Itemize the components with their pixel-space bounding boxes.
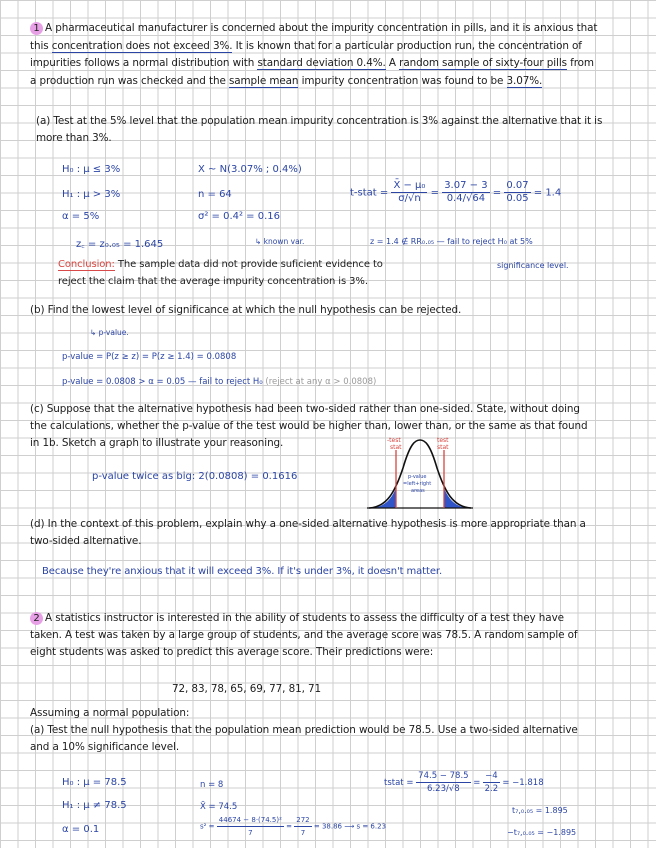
- q2a-s2-label: s² =: [200, 822, 215, 831]
- q2a-tstat-result: = −1.818: [502, 778, 544, 788]
- q2a-s2-frac2-num: 272: [294, 814, 311, 827]
- q2a-tstat-frac2: [483, 770, 500, 795]
- q1a-prompt-line2: more than 3%.: [36, 132, 112, 144]
- q2a-tstat-num: 74.5 − 78.5: [418, 771, 469, 781]
- q1-line3-c: from: [566, 57, 594, 69]
- q1a-red-num: 0.07: [506, 180, 529, 191]
- q1a-sub-num: 3.07 − 3: [444, 180, 488, 191]
- q1a-n: n = 64: [198, 189, 232, 200]
- q1c-mid-label-3: areas: [411, 488, 425, 494]
- q1a-alpha: α = 5%: [62, 211, 100, 222]
- q1a-dist: X ~ N(3.07% ; 0.4%): [198, 164, 302, 175]
- q1c-right-stat-label: test: [437, 437, 449, 444]
- q1a-conclusion-line2: reject the claim that the average impurity concentration is 3%.: [58, 276, 368, 287]
- q1-number-badge: 1: [30, 22, 43, 35]
- q1a-sub-den: 0.4/√64: [446, 193, 486, 204]
- q1a-h1: H₁ : μ > 3%: [62, 189, 121, 200]
- q1a-tstat-result: = 1.4: [533, 187, 562, 199]
- q2a-tstat-frac: [416, 770, 470, 795]
- q2-data: 72, 83, 78, 65, 69, 77, 81, 71: [172, 683, 322, 695]
- q1a-tstat-sub: [442, 180, 489, 205]
- q1a-prompt-line1: (a) Test at the 5% level that the population mean impurity concentration is 3% against the alternative that it is: [36, 115, 603, 127]
- q1-line4: [30, 73, 542, 91]
- q1b-pvalue-compare-text: p-value = 0.0808 > α = 0.05 — fail to reject H₀: [62, 377, 263, 387]
- q1-line1: [30, 20, 597, 38]
- q2a-s2-frac: [217, 814, 284, 839]
- q1c-left-stat-label: -test: [387, 437, 401, 444]
- q2a-tstat-num2: −4: [485, 771, 498, 781]
- q2-line1-text: A statistics instructor is interested in the ability of students to assess the difficulty of a test they have: [45, 612, 564, 624]
- q1a-conclusion-line1: [58, 256, 383, 274]
- q2a-tstat-den2: 2.2: [484, 784, 499, 794]
- q1a-zcrit: z꜀ = z₀.₀₅ = 1.645: [76, 239, 164, 250]
- q2a-h0: H₀ : μ = 78.5: [62, 777, 127, 788]
- q1d-prompt-line1: (d) In the context of this problem, explain why a one-sided alternative hypothesis is more appropriate than a: [30, 518, 586, 530]
- q1-line3-a: impurities follows a normal distribution with: [30, 57, 258, 69]
- q1-line3-underlined-2: random sample of sixty-four pills: [399, 57, 567, 69]
- q1b-prompt: (b) Find the lowest level of significance at which the null hypothesis can be rejected.: [30, 304, 462, 316]
- q2a-s2-mid: =: [286, 822, 293, 831]
- q1-line4-a: a production run was checked and the: [30, 74, 229, 87]
- q1-line4-underlined-1: sample mean: [228, 74, 299, 87]
- q1c-mid-label-2: =left+right: [403, 481, 432, 487]
- q1d-answer: Because they're anxious that it will exceed 3%. If it's under 3%, it doesn't matter.: [42, 566, 443, 577]
- q1-line2: [30, 38, 582, 56]
- q2-number-badge: 2: [30, 612, 43, 625]
- q1-line2-b: It is known that for a particular production run, the concentration of: [232, 39, 582, 52]
- q1-line4-b: impurity concentration was found to be: [298, 74, 507, 87]
- q1b-pvalue-compare: [62, 377, 376, 387]
- q2-line3: eight students was asked to predict this average score. Their predictions were:: [30, 646, 434, 658]
- q2a-s2-frac2: [294, 814, 311, 839]
- q1-line2-underlined: concentration does not exceed 3%.: [51, 39, 233, 52]
- q1c-sketch-graph: [365, 430, 475, 512]
- q2a-tstat-label: tstat =: [384, 778, 414, 788]
- q2a-xbar: X̄ = 74.5: [200, 802, 238, 812]
- q2a-prompt-line1: (a) Test the null hypothesis that the population mean prediction would be 78.5. Use a two-sided alternative: [30, 724, 578, 736]
- q1a-conclusion-text-1: The sample data did not provide suficient evidence to: [114, 259, 383, 270]
- q2a-s2-frac2-den: 7: [300, 829, 306, 837]
- q1-line1-text: A pharmaceutical manufacturer is concerned about the impurity concentration in pills, and it is anxious that: [45, 22, 598, 34]
- q1a-tstat-label: t-stat =: [350, 187, 389, 199]
- q1c-left-stat-label-2: stat: [390, 444, 402, 451]
- q2a-prompt-line2: and a 10% significance level.: [30, 741, 180, 753]
- q1a-var: σ² = 0.4² = 0.16: [198, 211, 280, 222]
- q1-line4-underlined-2: 3.07%.: [506, 74, 543, 87]
- q2a-n: n = 8: [200, 780, 224, 790]
- q1a-compare-2: significance level.: [497, 261, 569, 270]
- q1b-pvalue-label: ↳ p-value.: [90, 328, 129, 337]
- q1b-pvalue-eq: p-value = P(z ≥ z) = P(z ≥ 1.4) = 0.0808: [62, 352, 237, 362]
- q1d-prompt-line2: two-sided alternative.: [30, 535, 142, 547]
- q1a-tstat-num: X̄ − μ₀: [393, 180, 426, 191]
- q2a-s2-den: 7: [248, 829, 253, 837]
- q2a-alpha: α = 0.1: [62, 824, 100, 835]
- q2a-h1: H₁ : μ ≠ 78.5: [62, 800, 127, 811]
- q1c-prompt-line3: in 1b. Sketch a graph to illustrate your reasoning.: [30, 437, 284, 449]
- q1a-conclusion-label: Conclusion:: [58, 259, 115, 270]
- q1a-known-var: ↳ known var.: [255, 237, 305, 246]
- q2-line1: [30, 610, 564, 628]
- q1c-right-stat-label-2: stat: [437, 444, 449, 451]
- q2a-tstat-den: 6.23/√8: [427, 784, 460, 794]
- q2a-crit-neg: −t₇,₀.₀₅ = −1.895: [507, 828, 577, 837]
- q1-line3-b: A: [385, 57, 400, 69]
- q2a-s2: [200, 814, 386, 839]
- q1a-red-den: 0.05: [506, 193, 529, 204]
- q2-assume: Assuming a normal population:: [30, 707, 190, 719]
- q1a-tstat-den: σ/√n: [398, 193, 421, 204]
- q1-line3-underlined-1: standard deviation 0.4%.: [257, 57, 386, 69]
- q1c-prompt-line1: (c) Suppose that the alternative hypothesis had been two-sided rather than one-sided. State, without doing: [30, 403, 580, 415]
- q1a-tstat-formula: [391, 180, 427, 205]
- q1a-compare: z = 1.4 ∉ RR₀.₀₅ — fail to reject H₀ at 5%: [370, 237, 533, 246]
- q2a-s2-num: 44674 − 8·(74.5)²: [217, 814, 284, 827]
- q1a-h0: H₀ : μ ≤ 3%: [62, 164, 121, 175]
- q1a-tstat: t-stat = $\frac{\text{X̄ − μ₀}}{\sigma/√n}$ = $\frac{3.07 - 3}{0.4/√64}$ = $\frac{0.07}{0.05}$ = 1.4: [350, 180, 562, 204]
- q2a-tstat: tstat = $\frac{74.5 - 78.5}{6.23/√8}$ = $\frac{-4}{2.2}$ = −1.818: [384, 771, 544, 794]
- q2-line2: taken. A test was taken by a large group of students, and the average score was 78.5. A random sample of: [30, 629, 578, 641]
- q1-line2-a: this: [30, 39, 52, 52]
- q1a-tstat-reduced: [504, 180, 530, 205]
- q1c-mid-label-1: p-value: [408, 474, 427, 480]
- q1c-prompt-line2: the calculations, whether the p-value of the test would be higher than, lower than, or the same as that found: [30, 420, 588, 432]
- q1-line3: [30, 55, 594, 73]
- q2a-crit-pos: t₇,₀.₀₅ = 1.895: [512, 806, 568, 815]
- q1c-answer: p-value twice as big: 2(0.0808) = 0.1616: [92, 471, 298, 482]
- q2a-s2-result: = 38.86 ⟶ s = 6.23: [313, 822, 387, 831]
- q1b-pvalue-note: (reject at any α > 0.0808): [265, 377, 377, 387]
